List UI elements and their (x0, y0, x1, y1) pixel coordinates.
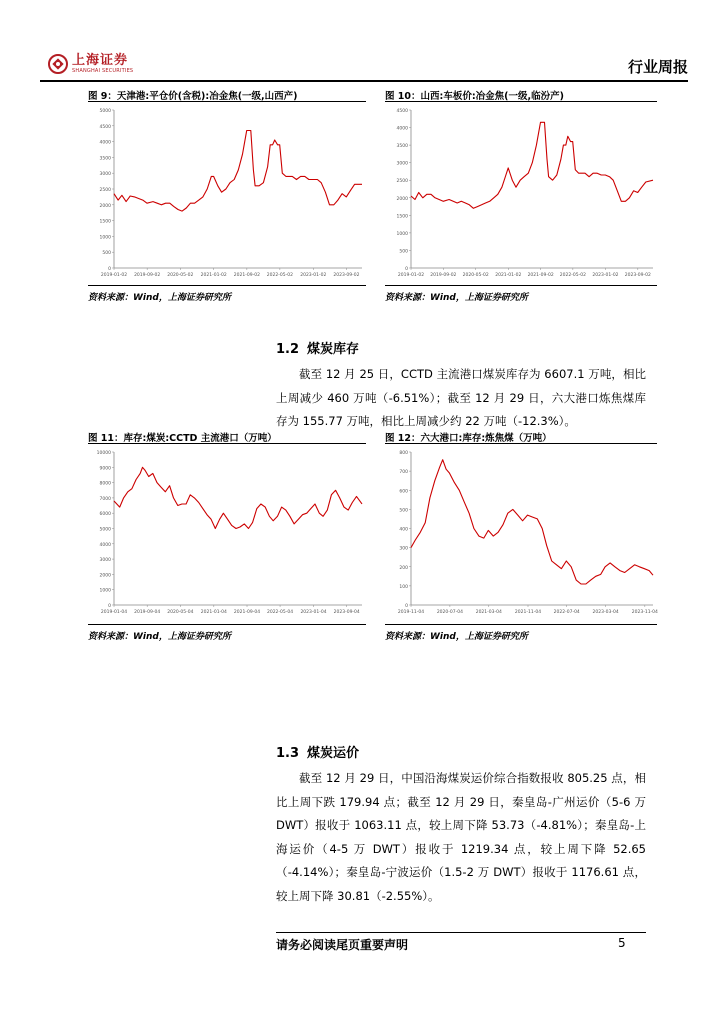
figure-10-caption-rule (385, 101, 657, 102)
x-tick-label: 2021-09-04 (233, 610, 261, 615)
y-tick-label: 5000 (99, 109, 111, 114)
y-tick-label: 800 (399, 451, 408, 456)
x-tick-label: 2021-01-04 (200, 610, 227, 615)
section-heading (276, 742, 359, 761)
series-line (411, 122, 653, 208)
section-number: 1.2 (276, 342, 300, 357)
y-tick-label: 0 (108, 604, 111, 609)
section-paragraph: 截至 12 月 29 日，中国沿海煤炭运价综合指数报收 805.25 点，相比上周下跌 179.94 点；截至 12 月 29 日，秦皇岛-广州运价（5-6 万 DWT）报收于 1063.11 点，较上周下降 53.73（-4.81%）；秦皇岛-上海运价（4-5 万 DWT）报收于 1219.34 点，较上周下降 52.65（-4.14%）；秦皇岛-宁波运价（1.5-2 万 DWT）报收于 1176.61 点，较上周下降 30.81（-2.55%）。 (276, 771, 646, 903)
y-tick-label: 2000 (99, 203, 111, 209)
y-tick-label: 600 (399, 489, 408, 495)
y-tick-label: 2000 (99, 573, 111, 579)
y-tick-label: 100 (399, 584, 408, 590)
x-tick-label: 2019-09-02 (430, 273, 457, 278)
figure-11-caption: 图 11：库存:煤炭:CCTD 主流港口（万吨） (88, 433, 277, 444)
y-tick-label: 3500 (99, 156, 111, 162)
x-tick-label: 2021-09-02 (527, 273, 554, 278)
y-tick-label: 500 (399, 508, 408, 514)
x-tick-label: 2022-07-04 (553, 610, 580, 615)
series-line (114, 131, 362, 212)
y-tick-label: 500 (399, 249, 408, 255)
y-tick-label: 0 (108, 267, 111, 272)
x-tick-label: 2022-05-02 (266, 273, 293, 278)
logo-mark-icon (48, 54, 68, 74)
figure-9-caption-rule (88, 101, 366, 102)
y-tick-label: 4500 (99, 124, 111, 130)
section-paragraph: 截至 12 月 25 日，CCTD 主流港口煤炭库存为 6607.1 万吨，相比上周减少 460 万吨（-6.51%）；截至 12 月 29 日，六大港口炼焦煤库存为 155.77 万吨，相比上周减少约 22 万吨（-12.3%）。 (276, 367, 646, 428)
y-tick-label: 1000 (99, 588, 111, 594)
y-tick-label: 3000 (396, 161, 408, 167)
figure-9-caption: 图 9：天津港:平仓价(含税):冶金焦(一级,山西产) (88, 91, 298, 102)
figure-10-chart (385, 104, 661, 284)
series-line (411, 460, 653, 584)
x-tick-label: 2023-09-02 (624, 273, 651, 278)
x-tick-label: 2019-01-04 (100, 610, 128, 615)
section-title: 煤炭运价 (307, 746, 360, 761)
figure-11-bottom-rule (88, 624, 366, 625)
y-tick-label: 3000 (99, 172, 111, 178)
page-number: 5 (618, 936, 626, 950)
x-tick-label: 2022-05-02 (559, 273, 586, 278)
figure-10-source: 资料来源：Wind，上海证券研究所 (385, 293, 528, 303)
figure-10-bottom-rule (385, 285, 657, 286)
x-tick-label: 2019-01-02 (100, 273, 128, 278)
figure-12-caption-rule (385, 443, 657, 444)
figure-11-source: 资料来源：Wind，上海证券研究所 (88, 632, 231, 642)
y-tick-label: 1500 (396, 214, 408, 220)
figure-9-bottom-rule (88, 285, 366, 286)
figure-11-caption-rule (88, 443, 366, 444)
x-tick-label: 2020-05-04 (167, 610, 194, 615)
y-tick-label: 3500 (396, 144, 408, 150)
x-tick-label: 2023-03-04 (592, 610, 619, 615)
x-tick-label: 2019-11-04 (397, 610, 425, 615)
y-tick-label: 300 (399, 546, 408, 552)
y-tick-label: 7000 (99, 496, 111, 502)
x-tick-label: 2021-09-02 (233, 273, 260, 278)
figure-12-chart (385, 446, 661, 621)
figure-12-source: 资料来源：Wind，上海证券研究所 (385, 632, 528, 642)
x-tick-label: 2021-03-04 (475, 610, 502, 615)
y-tick-label: 2500 (396, 179, 408, 185)
y-tick-label: 0 (405, 267, 408, 272)
figure-9-chart (88, 104, 370, 284)
x-tick-label: 2021-01-02 (200, 273, 227, 278)
y-tick-label: 1500 (99, 219, 111, 225)
x-tick-label: 2019-09-02 (134, 273, 161, 278)
x-tick-label: 2023-01-04 (300, 610, 327, 615)
y-tick-label: 500 (102, 251, 111, 257)
logo-name: 上海证券 (72, 53, 129, 68)
y-tick-label: 700 (399, 470, 408, 476)
x-tick-label: 2023-01-02 (300, 273, 327, 278)
y-tick-label: 5000 (99, 527, 111, 533)
x-tick-label: 2020-07-04 (436, 610, 463, 615)
x-tick-label: 2020-05-02 (462, 273, 489, 278)
x-tick-label: 2019-01-02 (397, 273, 425, 278)
y-tick-label: 200 (399, 565, 408, 571)
x-tick-label: 2021-11-04 (514, 610, 542, 615)
series-line (114, 467, 362, 528)
x-tick-label: 2023-09-04 (333, 610, 360, 615)
y-tick-label: 4000 (99, 140, 111, 146)
header-divider (40, 80, 688, 82)
y-tick-label: 6000 (99, 512, 111, 518)
y-tick-label: 1000 (396, 231, 408, 237)
footer-divider (276, 932, 646, 933)
x-tick-label: 2022-05-04 (266, 610, 294, 615)
figure-9-source: 资料来源：Wind，上海证券研究所 (88, 293, 231, 303)
y-tick-label: 2500 (99, 188, 111, 193)
page-header (40, 50, 688, 80)
y-tick-label: 4000 (396, 126, 408, 132)
company-logo (48, 54, 133, 74)
section-heading (276, 338, 359, 357)
section-number: 1.3 (276, 746, 300, 761)
figure-12-caption: 图 12：六大港口:库存:炼焦煤（万吨） (385, 433, 552, 444)
y-tick-label: 0 (405, 604, 408, 609)
figure-11-chart (88, 446, 370, 621)
figure-10-caption: 图 10：山西:车板价:冶金焦(一级,临汾产) (385, 91, 564, 102)
section-title: 煤炭库存 (307, 342, 360, 357)
y-tick-label: 4000 (99, 542, 111, 548)
y-tick-label: 1000 (99, 235, 111, 241)
disclaimer-note: 请务必阅读尾页重要声明 (276, 938, 409, 952)
x-tick-label: 2023-11-04 (631, 610, 658, 615)
y-tick-label: 4500 (396, 109, 408, 114)
x-tick-label: 2020-05-02 (167, 273, 194, 278)
y-tick-label: 2000 (396, 196, 408, 202)
y-tick-label: 3000 (99, 558, 111, 564)
x-tick-label: 2023-01-02 (592, 273, 619, 278)
x-tick-label: 2019-09-04 (134, 610, 161, 615)
y-tick-label: 9000 (99, 466, 111, 472)
x-tick-label: 2021-01-02 (495, 273, 522, 278)
figure-12-bottom-rule (385, 624, 657, 625)
x-tick-label: 2023-09-02 (333, 273, 360, 278)
y-tick-label: 10000 (96, 451, 111, 456)
report-type-label: 行业周报 (627, 58, 688, 76)
y-tick-label: 400 (399, 527, 408, 533)
y-tick-label: 8000 (99, 481, 111, 487)
logo-name-en: SHANGHAI SECURITIES (72, 68, 134, 74)
